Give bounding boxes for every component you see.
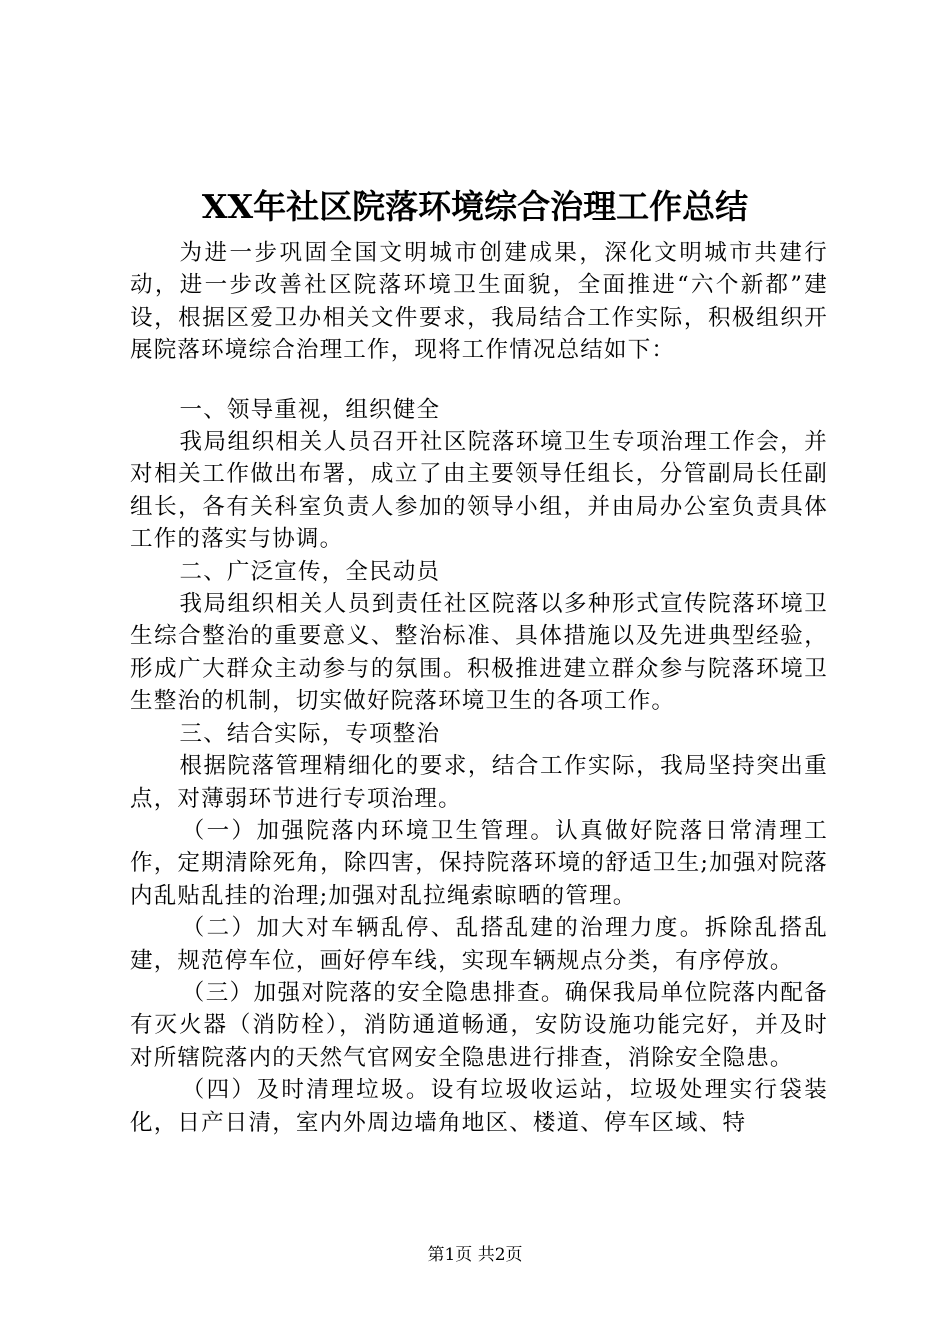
document-body xyxy=(130,237,828,1139)
subsection-paragraph-1: （一）加强院落内环境卫生管理。认真做好院落日常清理工作，定期清除死角，除四害，保持院落环境的舒适卫生;加强对院落内乱贴乱挂的治理;加强对乱拉绳索晾晒的管理。 xyxy=(130,817,828,909)
subsection-paragraph-2: （二）加大对车辆乱停、乱搭乱建的治理力度。拆除乱搭乱建，规范停车位，画好停车线，实现车辆规点分类，有序停放。 xyxy=(130,915,828,974)
subsection-paragraph-3: （三）加强对院落的安全隐患排查。确保我局单位院落内配备有灭火器（消防栓），消防通道畅通，安防设施功能完好，并及时对所辖院落内的天然气官网安全隐患进行排查，消除安全隐患。 xyxy=(130,979,828,1071)
section-paragraph-2: 我局组织相关人员到责任社区院落以多种形式宣传院落环境卫生综合整治的重要意义、整治标准、具体措施以及先进典型经验，形成广大群众主动参与的氛围。积极推进建立群众参与院落环境卫生整治的机制，切实做好院落环境卫生的各项工作。 xyxy=(130,591,828,715)
section-heading-3: 三、结合实际，专项整治 xyxy=(179,720,441,747)
section-heading-1: 一、领导重视，组织健全 xyxy=(179,396,441,423)
intro-paragraph: 为进一步巩固全国文明城市创建成果，深化文明城市共建行动，进一步改善社区院落环境卫生面貌，全面推进“六个新都”建设，根据区爱卫办相关文件要求，我局结合工作实际，积极组织开展院落环境综合治理工作，现将工作情况总结如下： xyxy=(130,240,828,364)
section-paragraph-3: 根据院落管理精细化的要求，结合工作实际，我局坚持突出重点，对薄弱环节进行专项治理。 xyxy=(130,753,828,812)
page-footer: 第1页 共2页 xyxy=(427,1245,523,1265)
section-heading-2: 二、广泛宣传，全民动员 xyxy=(179,558,441,585)
subsection-paragraph-4: （四）及时清理垃圾。设有垃圾收运站，垃圾处理实行袋装化，日产日清，室内外周边墙角地区、楼道、停车区域、特 xyxy=(130,1077,828,1136)
document-title: XX年社区院落环境综合治理工作总结 xyxy=(201,187,749,226)
section-paragraph-1: 我局组织相关人员召开社区院落环境卫生专项治理工作会，并对相关工作做出布署，成立了由主要领导任组长，分管副局长任副组长，各有关科室负责人参加的领导小组，并由局办公室负责具体工作的落实与协调。 xyxy=(130,429,828,553)
